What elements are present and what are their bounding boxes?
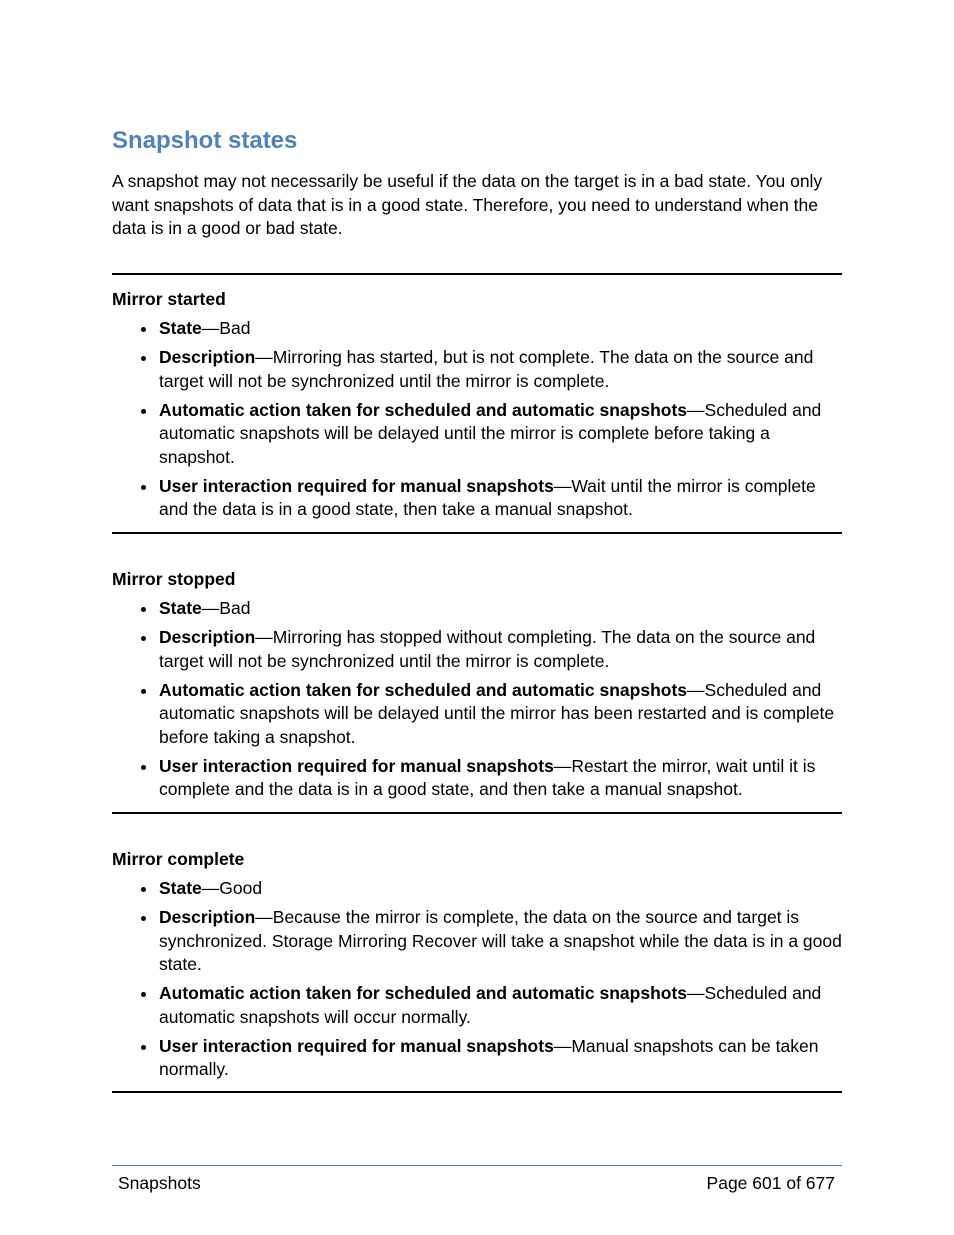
item-text: —Scheduled and automatic snapshots will occur normally.: [159, 983, 822, 1027]
section-heading: Mirror complete: [112, 849, 245, 869]
bullet-icon: [141, 636, 146, 641]
bullet-icon: [141, 327, 146, 332]
bullet-icon: [141, 1045, 146, 1050]
bullet-icon: [141, 689, 146, 694]
footer-section-name: Snapshots: [118, 1173, 201, 1193]
bullet-icon: [141, 992, 146, 997]
item-text: —Mirroring has stopped without completing. The data on the source and target will not be synchronized until the mirror is complete.: [159, 627, 816, 671]
bullet-icon: [141, 887, 146, 892]
bullet-icon: [141, 356, 146, 361]
item-label: Description: [159, 627, 256, 647]
item-label: State: [159, 878, 202, 898]
item-label: Description: [159, 907, 256, 927]
list-item: [112, 679, 842, 750]
section-mirror-complete: [112, 812, 842, 1087]
footer-page-number: Page 601 of 677: [706, 1173, 835, 1193]
item-text: —Because the mirror is complete, the data on the source and target is synchronized. Storage Mirroring Recover will take a snapshot while the data is in a good state.: [159, 907, 842, 974]
bullet-list: [112, 317, 842, 522]
section-mirror-started: [112, 273, 842, 527]
item-text: —Bad: [201, 598, 251, 618]
item-text: —Good: [201, 878, 263, 898]
item-text: —Scheduled and automatic snapshots will be delayed until the mirror is complete before taking a snapshot.: [159, 399, 822, 467]
item-label: User interaction required for manual snapshots: [159, 475, 554, 496]
bullet-icon: [141, 916, 146, 921]
item-text: —Scheduled and automatic snapshots will be delayed until the mirror has been restarted and is complete before taking a snapshot.: [159, 679, 835, 747]
bullet-icon: [141, 485, 146, 490]
bullet-icon: [141, 409, 146, 414]
intro-paragraph: A snapshot may not necessarily be useful if the data on the target is in a bad state. You only want snapshots of data that is in a good state. Therefore, you need to understand when the data is in a good or bad state.: [112, 171, 823, 238]
bullet-icon: [141, 607, 146, 612]
list-item: [112, 906, 842, 977]
item-label: State: [159, 598, 202, 618]
section-mirror-stopped: [112, 532, 842, 807]
item-label: Automatic action taken for scheduled and automatic snapshots: [159, 679, 688, 700]
section-divider: [112, 812, 842, 814]
item-text: —Manual snapshots can be taken normally.: [159, 1035, 819, 1079]
list-item: [112, 626, 842, 673]
section-divider: [112, 273, 842, 275]
page-title: Snapshot states: [112, 127, 298, 154]
item-text: —Bad: [201, 318, 251, 338]
list-item: [112, 755, 842, 802]
item-label: Automatic action taken for scheduled and automatic snapshots: [159, 983, 688, 1003]
list-item: [112, 399, 842, 470]
list-item: [112, 475, 842, 522]
list-item: [112, 317, 842, 341]
section-divider: [112, 532, 842, 534]
bullet-icon: [141, 765, 146, 770]
item-label: Description: [159, 347, 256, 367]
item-text: —Mirroring has started, but is not complete. The data on the source and target will not be synchronized until the mirror is complete.: [159, 347, 814, 391]
list-item: [112, 346, 842, 393]
section-heading: Mirror stopped: [112, 569, 236, 589]
list-item: [112, 982, 842, 1029]
section-heading: Mirror started: [112, 289, 226, 309]
item-label: User interaction required for manual snapshots: [159, 755, 554, 776]
item-text: —Wait until the mirror is complete and the data is in a good state, then take a manual snapshot.: [159, 475, 816, 519]
bullet-list: [112, 597, 842, 802]
list-item: [112, 597, 842, 621]
item-label: Automatic action taken for scheduled and automatic snapshots: [159, 399, 688, 420]
bullet-list: [112, 877, 842, 1082]
item-label: User interaction required for manual snapshots: [159, 1035, 554, 1056]
item-text: —Restart the mirror, wait until it is complete and the data is in a good state, and then take a manual snapshot.: [159, 755, 816, 799]
page-footer: [112, 1165, 842, 1200]
list-item: [112, 877, 842, 901]
list-item: [112, 1035, 842, 1082]
item-label: State: [159, 318, 202, 338]
table-bottom-divider: [112, 1091, 842, 1093]
